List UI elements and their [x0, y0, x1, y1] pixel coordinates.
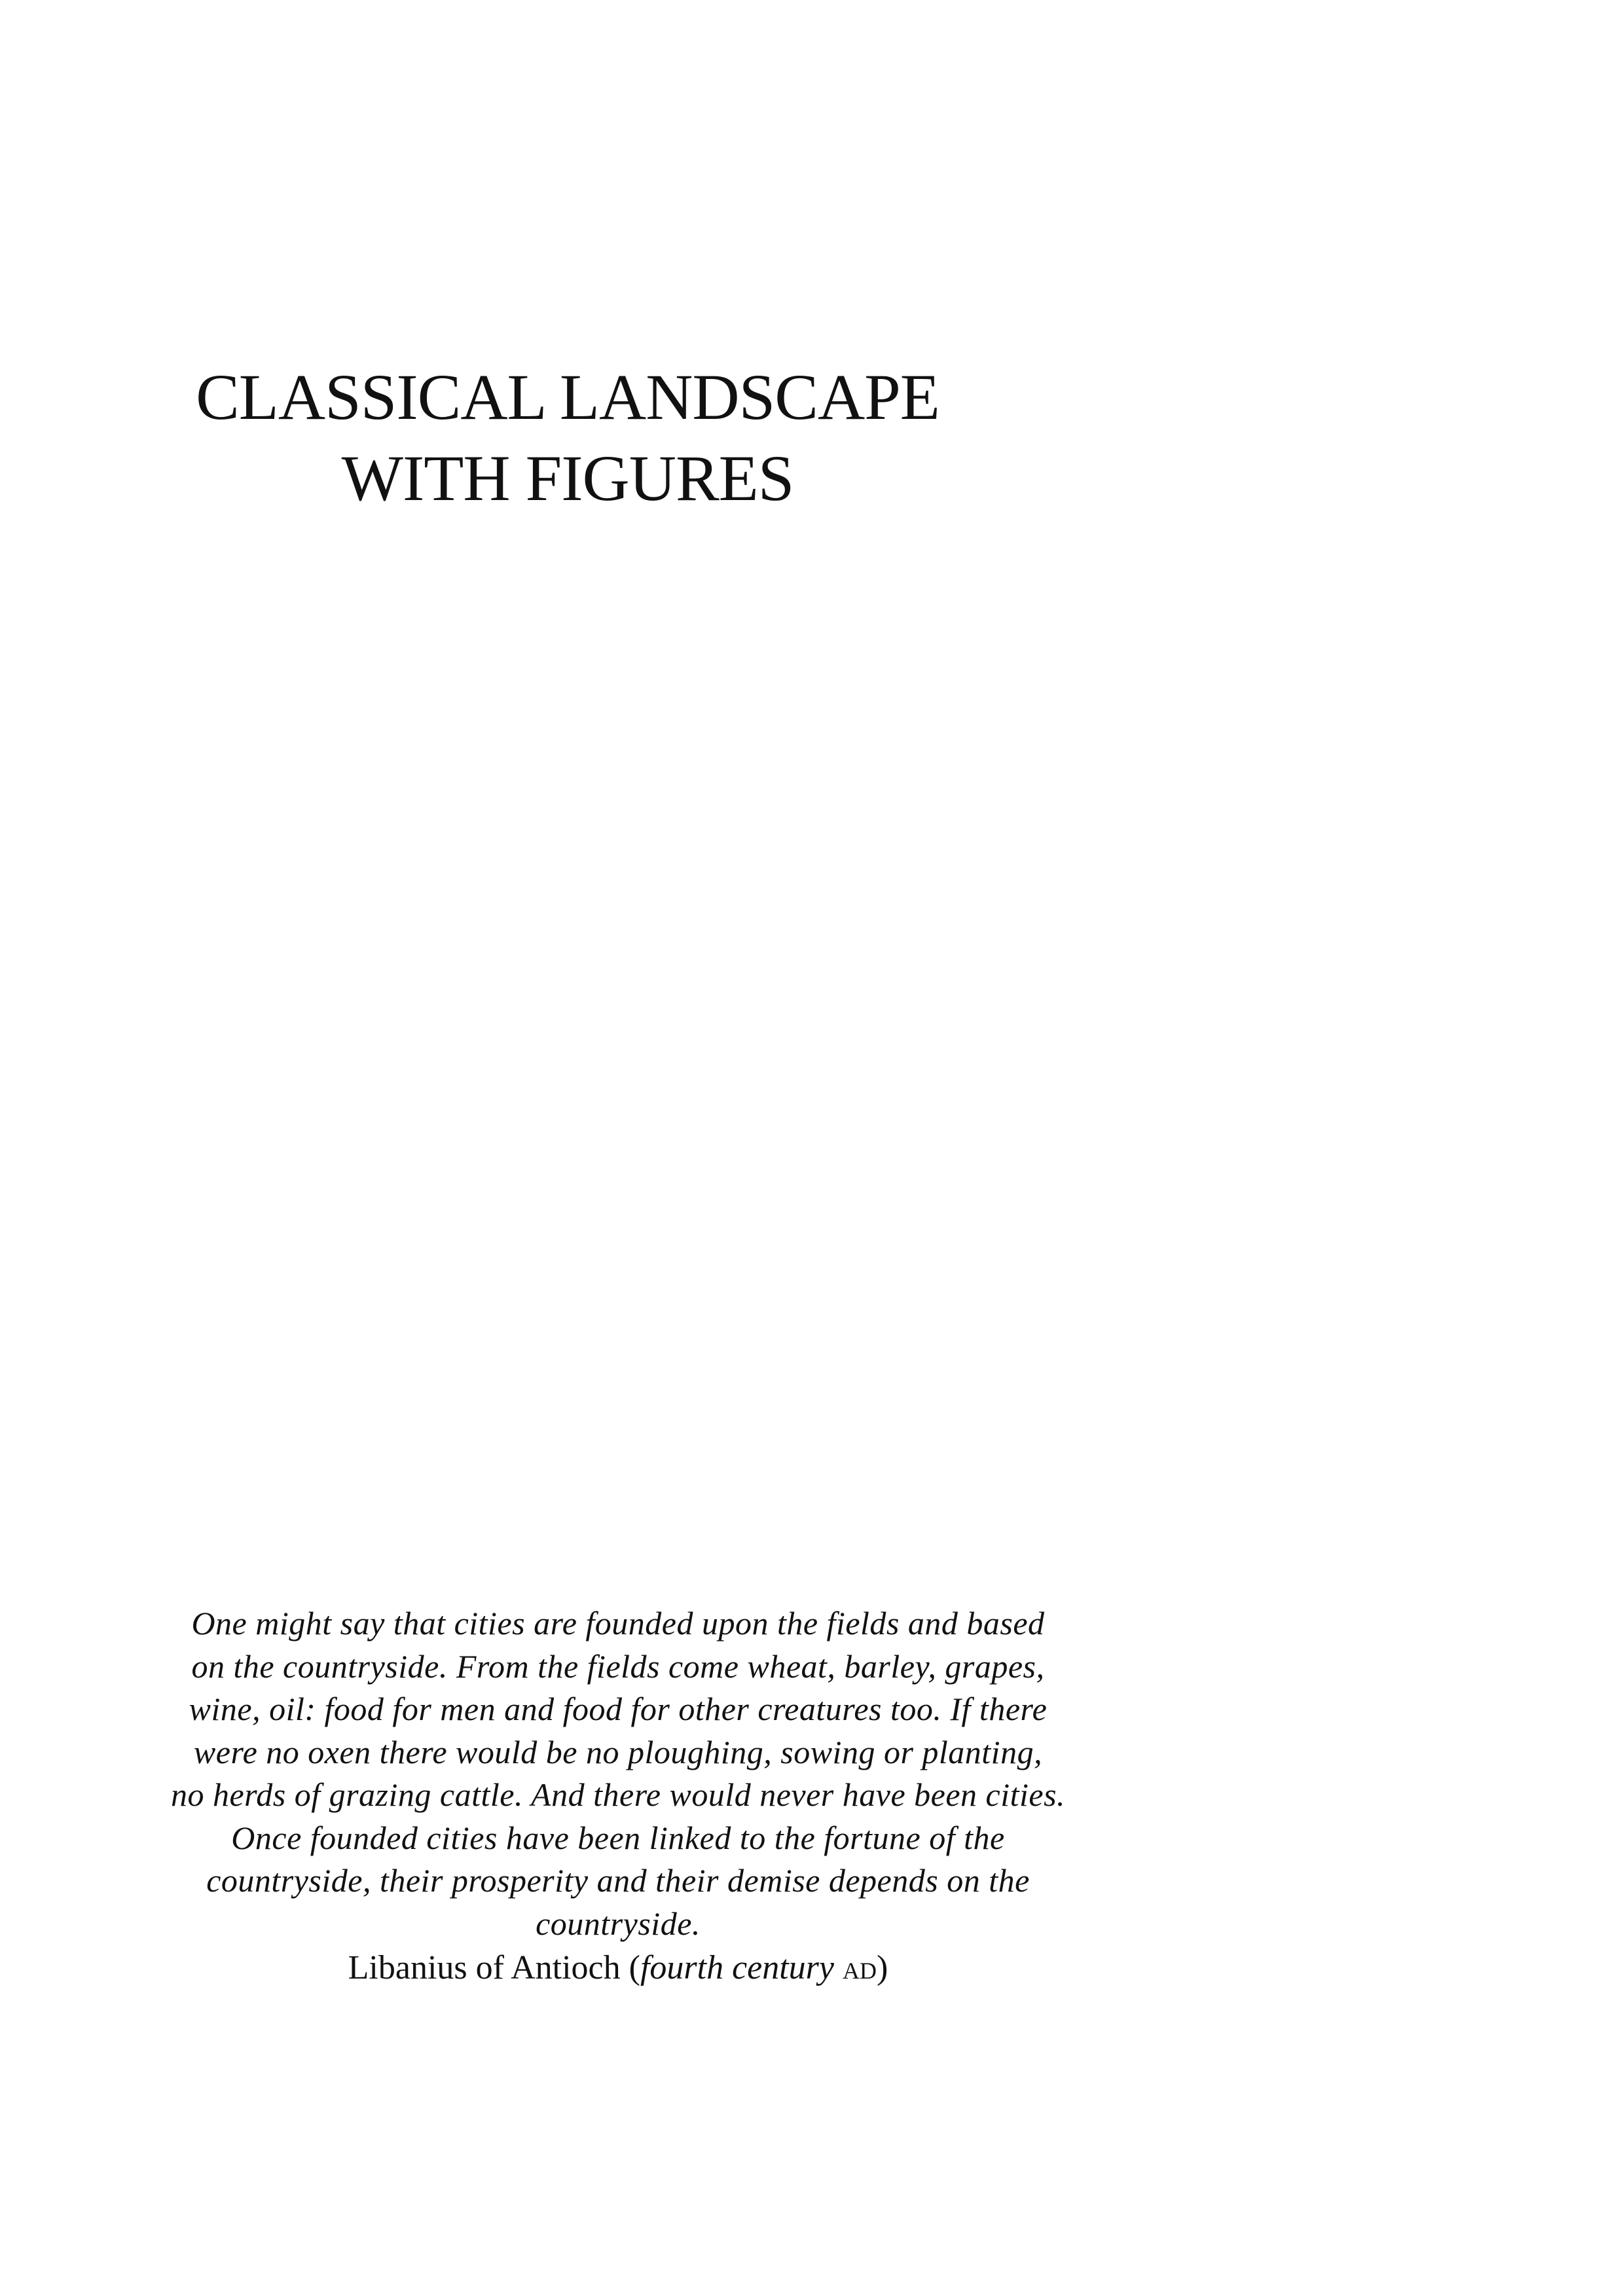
attribution-open-paren: (: [629, 1949, 640, 1986]
page-title: [0, 357, 1135, 519]
title-line-1: CLASSICAL LANDSCAPE: [196, 361, 939, 433]
epigraph-line: countryside.: [536, 1905, 701, 1942]
attribution-century: fourth century: [640, 1949, 834, 1986]
epigraph-line: One might say that cities are founded upon the fields and based: [191, 1605, 1045, 1641]
epigraph-line: countryside, their prosperity and their demise depends on the: [206, 1862, 1030, 1899]
epigraph-line: no herds of grazing cattle. And there would never have been cities.: [170, 1776, 1066, 1813]
epigraph: [0, 1602, 1236, 1990]
epigraph-attribution: [0, 1946, 1236, 1990]
title-line-2: WITH FIGURES: [341, 442, 794, 514]
epigraph-line: were no oxen there would be no ploughing, sowing or planting,: [193, 1733, 1043, 1770]
attribution-close-paren: ): [877, 1949, 888, 1986]
epigraph-line: wine, oil: food for men and food for other creatures too. If there: [189, 1691, 1048, 1727]
epigraph-line: on the countryside. From the fields come wheat, barley, grapes,: [191, 1647, 1045, 1685]
attribution-era: ad: [843, 1949, 877, 1986]
attribution-author: Libanius of Antioch: [348, 1949, 621, 1986]
epigraph-line: Once founded cities have been linked to the fortune of the: [231, 1819, 1005, 1856]
